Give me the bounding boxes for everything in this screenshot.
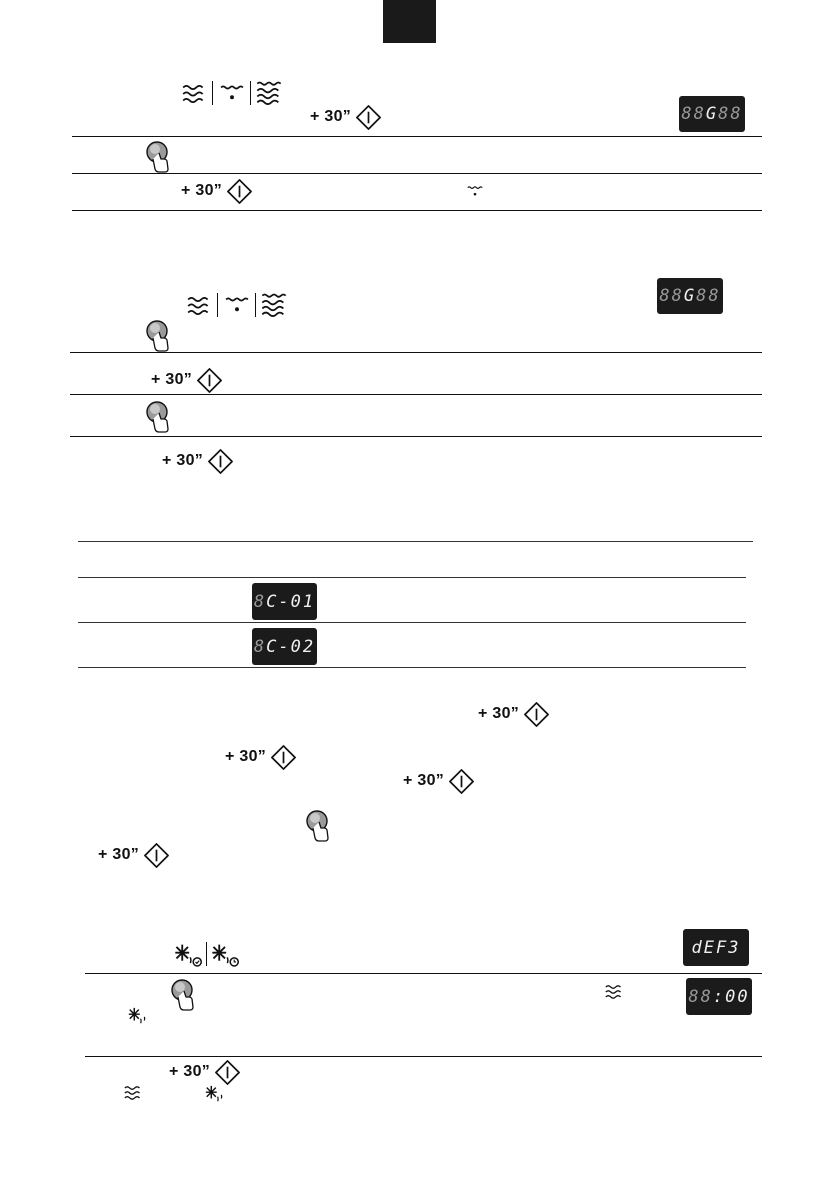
plus30-label: + 30” — [169, 1063, 211, 1080]
table-rule — [78, 622, 746, 623]
defrost-weight-icon[interactable] — [173, 942, 203, 968]
display-dim-digits: 88 — [688, 986, 713, 1007]
divider — [72, 210, 762, 211]
dial-hand-icon[interactable] — [143, 139, 173, 173]
display-lit-digits: dEF — [691, 937, 729, 958]
icon-separator — [212, 81, 213, 105]
led-display — [679, 96, 745, 132]
start-diamond-icon — [196, 367, 223, 394]
start-diamond-icon — [448, 768, 475, 795]
plus30-start-button[interactable] — [310, 102, 382, 132]
plus30-label: + 30” — [225, 748, 267, 765]
plus30-label: + 30” — [310, 108, 352, 125]
plus30-label: + 30” — [162, 452, 204, 469]
plus30-start-button[interactable] — [478, 699, 550, 729]
led-display — [657, 278, 723, 314]
dial-hand-icon[interactable] — [143, 318, 173, 352]
led-display — [252, 628, 317, 665]
grill-icon[interactable] — [217, 82, 247, 106]
display-dim-digits: 8 — [253, 591, 267, 612]
start-diamond-icon — [214, 1059, 241, 1086]
plus30-label: + 30” — [151, 371, 193, 388]
icon-separator — [255, 293, 256, 317]
divider — [70, 436, 762, 437]
start-diamond-icon — [270, 744, 297, 771]
defrost-time-icon[interactable] — [210, 942, 240, 968]
display-lit-digits: :00 — [712, 986, 750, 1007]
icon-separator — [217, 293, 218, 317]
icon-separator — [206, 942, 207, 966]
divider — [72, 136, 762, 137]
dial-hand-icon[interactable] — [303, 808, 333, 842]
display-dim-digits: 88 — [718, 104, 743, 124]
plus30-label: + 30” — [98, 846, 140, 863]
start-diamond-icon — [207, 448, 234, 475]
combi-icon[interactable] — [260, 292, 288, 318]
display-dim-digits: 88 — [696, 286, 721, 306]
plus30-start-button[interactable] — [169, 1057, 241, 1087]
dial-hand-icon[interactable] — [168, 977, 198, 1011]
plus30-start-button[interactable] — [151, 365, 223, 395]
plus30-start-button[interactable] — [225, 742, 297, 772]
led-display — [252, 583, 317, 620]
start-diamond-icon — [143, 842, 170, 869]
microwave-wave-icon[interactable] — [181, 82, 207, 106]
microwave-wave-icon — [123, 1084, 143, 1102]
dial-hand-icon[interactable] — [143, 399, 173, 433]
display-dim-digits: 88 — [681, 104, 706, 124]
defrost-icon — [203, 1084, 225, 1104]
start-diamond-icon — [226, 178, 253, 205]
icon-separator — [250, 81, 251, 105]
display-lit-digits: G — [705, 104, 719, 124]
combi-icon[interactable] — [255, 80, 283, 106]
plus30-start-button[interactable] — [98, 840, 170, 870]
divider — [72, 173, 762, 174]
display-lit-digits: C- — [266, 636, 291, 657]
led-display — [686, 978, 752, 1015]
divider — [70, 394, 762, 395]
display-lit-digits: G — [683, 286, 697, 306]
page-tab-marker — [383, 0, 436, 43]
microwave-wave-icon[interactable] — [186, 294, 212, 318]
led-display — [683, 929, 749, 966]
table-rule — [78, 577, 746, 578]
microwave-wave-icon — [604, 983, 624, 1001]
plus30-label: + 30” — [403, 772, 445, 789]
plus30-label: + 30” — [181, 182, 223, 199]
start-diamond-icon — [523, 701, 550, 728]
display-lit-digits: 02 — [290, 636, 316, 657]
plus30-start-button[interactable] — [403, 766, 475, 796]
table-rule — [78, 667, 746, 668]
display-lit-digits: 01 — [290, 591, 316, 612]
display-lit-digits: C- — [266, 591, 291, 612]
display-dim-digits: 8 — [253, 636, 267, 657]
divider — [70, 352, 762, 353]
plus30-start-button[interactable] — [181, 176, 253, 206]
defrost-icon — [126, 1006, 148, 1026]
divider — [85, 973, 762, 974]
grill-icon[interactable] — [222, 294, 252, 318]
display-dim-digits: 88 — [659, 286, 684, 306]
table-rule — [78, 541, 753, 542]
start-diamond-icon — [355, 104, 382, 131]
display-lit-digits: 3 — [728, 937, 741, 958]
plus30-start-button[interactable] — [162, 446, 234, 476]
grill-icon — [466, 184, 484, 200]
plus30-label: + 30” — [478, 705, 520, 722]
